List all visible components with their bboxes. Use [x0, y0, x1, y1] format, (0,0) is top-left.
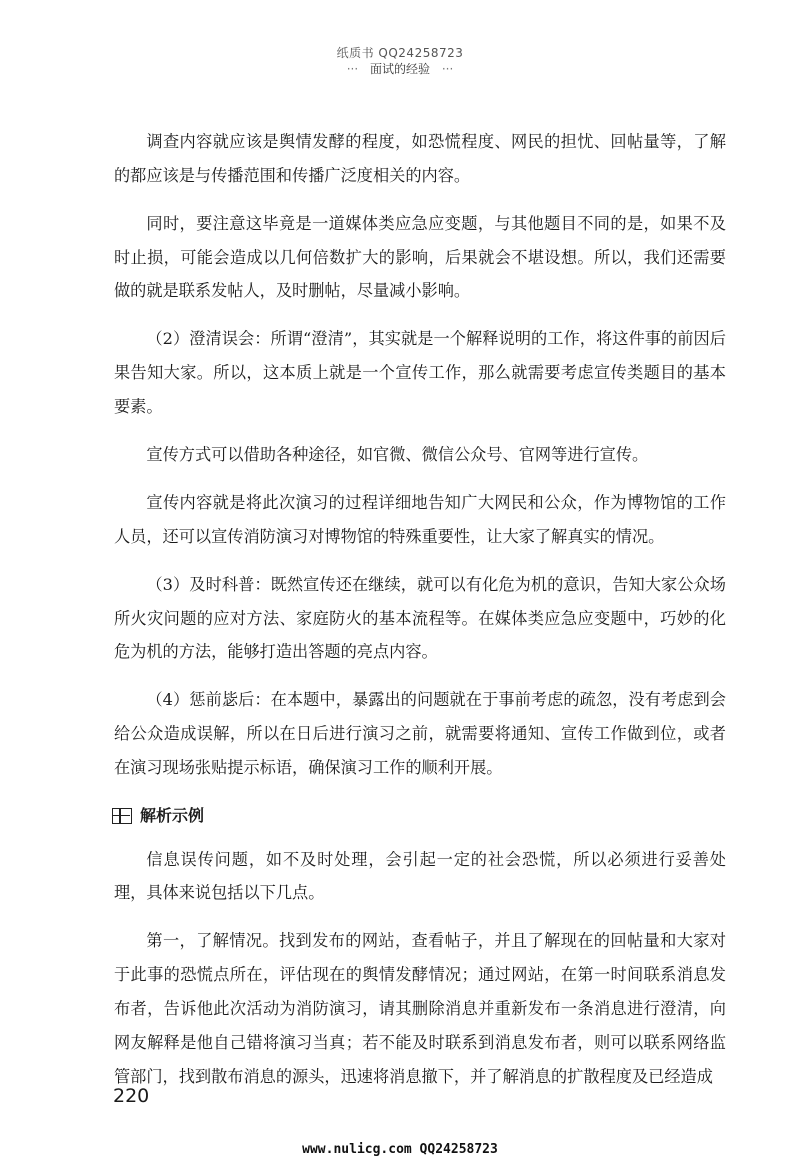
running-header [0, 60, 800, 77]
paragraph: （2）澄清误会：所谓“澄清”，其实就是一个解释说明的工作，将这件事的前因后果告知大家。所以，这本质上就是一个宣传工作，那么就需要考虑宣传类题目的基本要素。 [114, 329, 726, 416]
paragraph: （4）惩前毖后：在本题中，暴露出的问题就在于事前考虑的疏忽，没有考虑到会给公众造成误解，所以在日后进行演习之前，就需要将通知、宣传工作做到位，或者在演习现场张贴提示标语，确保演习工作的顺利开展。 [114, 690, 726, 777]
paragraph: 同时，要注意这毕竟是一道媒体类应急应变题，与其他题目不同的是，如果不及时止损，可能会造成以几何倍数扩大的影响，后果就会不堪设想。所以，我们还需要做的就是联系发帖人，及时删帖，尽量减小影响。 [114, 213, 726, 301]
header-dots-right: ··· [441, 62, 454, 76]
footer-watermark: www.nulicg.com QQ24258723 [302, 1142, 498, 1157]
paragraph: 信息误传问题，如不及时处理，会引起一定的社会恐慌，所以必须进行妥善处理，具体来说包括以下几点。 [114, 849, 726, 903]
watermark: 纸质书 QQ24258723 [336, 46, 464, 60]
section-heading [112, 799, 726, 833]
page-number: 220 [113, 1085, 150, 1107]
paragraph: 第一，了解情况。找到发布的网站，查看帖子，并且了解现在的回帖量和大家对于此事的恐慌点所在，评估现在的舆情发酵情况；通过网站，在第一时间联系消息发布者，告诉他此次活动为消防演习，请其删除消息并重新发布一条消息进行澄清，向网友解释是他自己错将演习当真；若不能及时联系到消息发布者，则可以联系网络监管部门，找到散布消息的源头，迅速将消息撤下，并了解消息的扩散程度及已经造成 [114, 931, 726, 1086]
body-text [114, 125, 726, 1108]
book-icon [112, 808, 132, 824]
paragraph: 宣传内容就是将此次演习的过程详细地告知广大网民和公众，作为博物馆的工作人员，还可以宣传消防演习对博物馆的特殊重要性，让大家了解真实的情况。 [114, 492, 726, 546]
paragraph: （3）及时科普：既然宣传还在继续，就可以有化危为机的意识，告知大家公众场所火灾问题的应对方法、家庭防火的基本流程等。在媒体类应急应变题中，巧妙的化危为机的方法，能够打造出答题的亮点内容。 [114, 574, 726, 662]
header-dots-left: ··· [346, 62, 359, 76]
paragraph: 调查内容就应该是舆情发酵的程度，如恐慌程度、网民的担忧、回帖量等，了解的都应该是与传播范围和传播广泛度相关的内容。 [114, 132, 726, 185]
running-title: 面试的经验 [369, 62, 430, 76]
paragraph: 宣传方式可以借助各种途径，如官微、微信公众号、官网等进行宣传。 [146, 444, 649, 464]
section-title: 解析示例 [140, 805, 205, 825]
